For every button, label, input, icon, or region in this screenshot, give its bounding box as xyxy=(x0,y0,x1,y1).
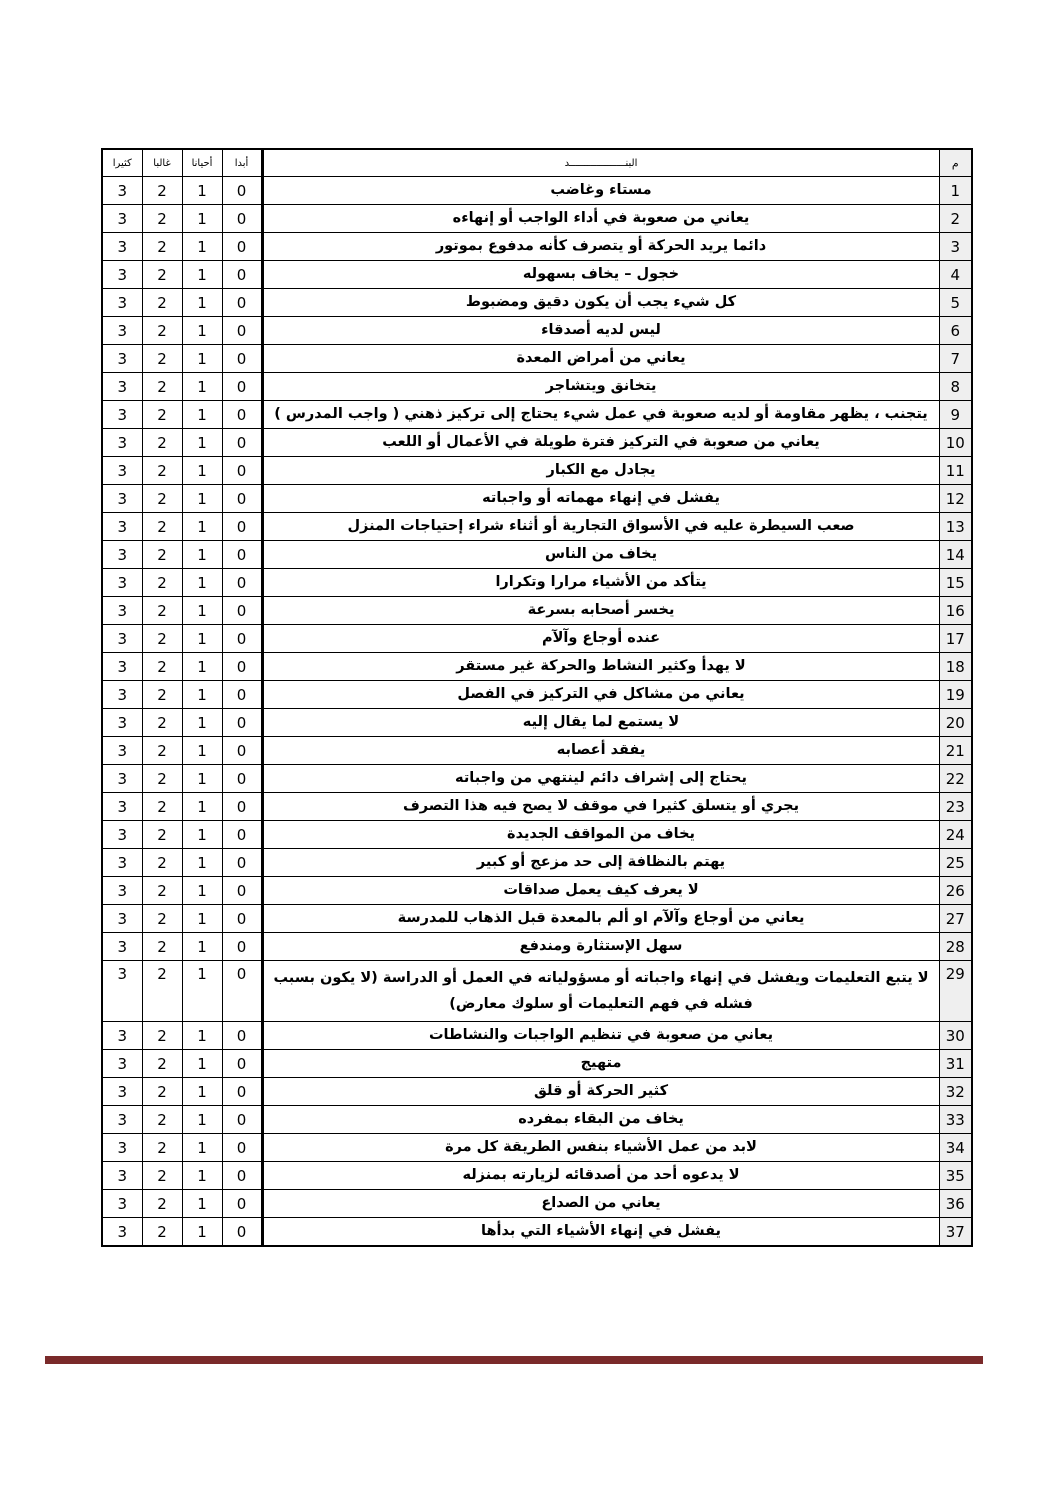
score-never[interactable]: 0 xyxy=(222,1190,262,1218)
score-never[interactable]: 0 xyxy=(222,261,262,289)
row-item-text: يخاف من المواقف الجديدة xyxy=(262,821,939,849)
table-row xyxy=(102,709,972,737)
table-header-row xyxy=(102,149,972,177)
row-number: 35 xyxy=(939,1162,972,1190)
score-very-often[interactable]: 3 xyxy=(102,709,142,737)
score-very-often[interactable]: 3 xyxy=(102,541,142,569)
row-number: 1 xyxy=(939,177,972,205)
table-row xyxy=(102,1106,972,1134)
header-very-often: كثيرا xyxy=(102,149,142,177)
score-often[interactable]: 2 xyxy=(142,373,182,401)
table-row xyxy=(102,485,972,513)
score-sometimes[interactable]: 1 xyxy=(182,177,222,205)
score-sometimes[interactable]: 1 xyxy=(182,401,222,429)
score-very-often[interactable]: 3 xyxy=(102,289,142,317)
score-very-often[interactable]: 3 xyxy=(102,457,142,485)
row-number: 5 xyxy=(939,289,972,317)
score-sometimes[interactable]: 1 xyxy=(182,737,222,765)
score-never[interactable]: 0 xyxy=(222,317,262,345)
score-very-often[interactable]: 3 xyxy=(102,1190,142,1218)
row-number: 6 xyxy=(939,317,972,345)
score-never[interactable]: 0 xyxy=(222,401,262,429)
row-number: 28 xyxy=(939,933,972,961)
score-very-often[interactable]: 3 xyxy=(102,1134,142,1162)
score-sometimes[interactable]: 1 xyxy=(182,513,222,541)
row-number: 21 xyxy=(939,737,972,765)
table-row xyxy=(102,513,972,541)
score-very-often[interactable]: 3 xyxy=(102,1078,142,1106)
table-row xyxy=(102,401,972,429)
score-never[interactable]: 0 xyxy=(222,569,262,597)
row-item-text: يعاني من الصداع xyxy=(262,1190,939,1218)
score-never[interactable]: 0 xyxy=(222,1106,262,1134)
row-number: 15 xyxy=(939,569,972,597)
row-number: 29 xyxy=(939,961,972,1022)
row-item-text: عنده أوجاع وآلآم xyxy=(262,625,939,653)
table-body xyxy=(102,177,972,1247)
score-never[interactable]: 0 xyxy=(222,821,262,849)
score-often[interactable]: 2 xyxy=(142,485,182,513)
score-sometimes[interactable]: 1 xyxy=(182,877,222,905)
score-very-often[interactable]: 3 xyxy=(102,513,142,541)
table-row xyxy=(102,541,972,569)
score-often[interactable]: 2 xyxy=(142,541,182,569)
score-sometimes[interactable]: 1 xyxy=(182,569,222,597)
score-very-often[interactable]: 3 xyxy=(102,877,142,905)
score-never[interactable]: 0 xyxy=(222,681,262,709)
row-item-text: يعاني من صعوبة في أداء الواجب أو إنهاءه xyxy=(262,205,939,233)
score-sometimes[interactable]: 1 xyxy=(182,793,222,821)
score-sometimes[interactable]: 1 xyxy=(182,905,222,933)
table-row xyxy=(102,205,972,233)
rating-scale-table xyxy=(101,148,973,1247)
table-row xyxy=(102,597,972,625)
table-row xyxy=(102,317,972,345)
row-item-text: متهيج xyxy=(262,1050,939,1078)
score-often[interactable]: 2 xyxy=(142,653,182,681)
score-never[interactable]: 0 xyxy=(222,177,262,205)
header-item: البنـــــــــــــــــــد xyxy=(262,149,939,177)
row-item-text: كل شيء يجب أن يكون دقيق ومضبوط xyxy=(262,289,939,317)
score-sometimes[interactable]: 1 xyxy=(182,765,222,793)
score-often[interactable]: 2 xyxy=(142,317,182,345)
table-row xyxy=(102,289,972,317)
score-never[interactable]: 0 xyxy=(222,1050,262,1078)
score-often[interactable]: 2 xyxy=(142,625,182,653)
row-item-text: يجادل مع الكبار xyxy=(262,457,939,485)
score-often[interactable]: 2 xyxy=(142,261,182,289)
score-very-often[interactable]: 3 xyxy=(102,429,142,457)
table-row xyxy=(102,1190,972,1218)
score-very-often[interactable]: 3 xyxy=(102,345,142,373)
score-very-often[interactable]: 3 xyxy=(102,1218,142,1247)
score-often[interactable]: 2 xyxy=(142,821,182,849)
score-never[interactable]: 0 xyxy=(222,653,262,681)
score-often[interactable]: 2 xyxy=(142,793,182,821)
score-very-often[interactable]: 3 xyxy=(102,737,142,765)
score-sometimes[interactable]: 1 xyxy=(182,289,222,317)
row-number: 20 xyxy=(939,709,972,737)
row-item-text: يعاني من مشاكل في التركيز في الفصل xyxy=(262,681,939,709)
score-never[interactable]: 0 xyxy=(222,905,262,933)
row-number: 25 xyxy=(939,849,972,877)
score-never[interactable]: 0 xyxy=(222,233,262,261)
score-never[interactable]: 0 xyxy=(222,1022,262,1050)
score-very-often[interactable]: 3 xyxy=(102,317,142,345)
row-item-text: لا يهدأ وكثير النشاط والحركة غير مستقر xyxy=(262,653,939,681)
row-number: 36 xyxy=(939,1190,972,1218)
row-number: 16 xyxy=(939,597,972,625)
score-very-often[interactable]: 3 xyxy=(102,1162,142,1190)
score-often[interactable]: 2 xyxy=(142,1050,182,1078)
table-row xyxy=(102,1218,972,1247)
score-often[interactable]: 2 xyxy=(142,1218,182,1247)
score-never[interactable]: 0 xyxy=(222,737,262,765)
score-very-often[interactable]: 3 xyxy=(102,849,142,877)
row-number: 30 xyxy=(939,1022,972,1050)
score-often[interactable]: 2 xyxy=(142,205,182,233)
score-often[interactable]: 2 xyxy=(142,1078,182,1106)
table-row xyxy=(102,905,972,933)
score-often[interactable]: 2 xyxy=(142,233,182,261)
table-row xyxy=(102,429,972,457)
row-item-text: يجري أو يتسلق كثيرا في موقف لا يصح فيه هذا التصرف xyxy=(262,793,939,821)
table-row xyxy=(102,1022,972,1050)
table-row xyxy=(102,1134,972,1162)
score-never[interactable]: 0 xyxy=(222,1162,262,1190)
row-number: 24 xyxy=(939,821,972,849)
row-number: 31 xyxy=(939,1050,972,1078)
score-very-often[interactable]: 3 xyxy=(102,961,142,1022)
score-often[interactable]: 2 xyxy=(142,765,182,793)
table-row xyxy=(102,261,972,289)
row-item-text: يعاني من صعوبة في التركيز فترة طويلة في الأعمال أو اللعب xyxy=(262,429,939,457)
score-often[interactable]: 2 xyxy=(142,569,182,597)
score-never[interactable]: 0 xyxy=(222,205,262,233)
score-very-often[interactable]: 3 xyxy=(102,485,142,513)
score-never[interactable]: 0 xyxy=(222,429,262,457)
row-item-text: يعاني من أمراض المعدة xyxy=(262,345,939,373)
score-often[interactable]: 2 xyxy=(142,1134,182,1162)
score-often[interactable]: 2 xyxy=(142,1162,182,1190)
score-very-often[interactable]: 3 xyxy=(102,1106,142,1134)
header-often: غالبا xyxy=(142,149,182,177)
score-never[interactable]: 0 xyxy=(222,793,262,821)
score-very-often[interactable]: 3 xyxy=(102,793,142,821)
score-sometimes[interactable]: 1 xyxy=(182,429,222,457)
score-sometimes[interactable]: 1 xyxy=(182,457,222,485)
score-often[interactable]: 2 xyxy=(142,289,182,317)
row-item-text: كثير الحركة أو قلق xyxy=(262,1078,939,1106)
score-never[interactable]: 0 xyxy=(222,513,262,541)
score-sometimes[interactable]: 1 xyxy=(182,1134,222,1162)
score-never[interactable]: 0 xyxy=(222,961,262,1022)
score-sometimes[interactable]: 1 xyxy=(182,597,222,625)
score-very-often[interactable]: 3 xyxy=(102,569,142,597)
score-often[interactable]: 2 xyxy=(142,1106,182,1134)
row-item-text: دائما يريد الحركة أو يتصرف كأنه مدفوع بموتور xyxy=(262,233,939,261)
table-row xyxy=(102,345,972,373)
score-very-often[interactable]: 3 xyxy=(102,401,142,429)
row-number: 7 xyxy=(939,345,972,373)
score-very-often[interactable]: 3 xyxy=(102,233,142,261)
row-number: 19 xyxy=(939,681,972,709)
score-very-often[interactable]: 3 xyxy=(102,205,142,233)
score-very-often[interactable]: 3 xyxy=(102,821,142,849)
row-item-text: يخسر أصحابه بسرعة xyxy=(262,597,939,625)
row-item-text: يعاني من صعوبة في تنظيم الواجبات والنشاطات xyxy=(262,1022,939,1050)
row-item-text: يتخانق ويتشاجر xyxy=(262,373,939,401)
row-number: 13 xyxy=(939,513,972,541)
score-never[interactable]: 0 xyxy=(222,709,262,737)
table-row xyxy=(102,457,972,485)
score-never[interactable]: 0 xyxy=(222,625,262,653)
score-never[interactable]: 0 xyxy=(222,849,262,877)
score-sometimes[interactable]: 1 xyxy=(182,233,222,261)
row-item-text: لا يدعوه أحد من أصدقائه لزيارته بمنزله xyxy=(262,1162,939,1190)
table-row xyxy=(102,653,972,681)
table-row xyxy=(102,765,972,793)
score-often[interactable]: 2 xyxy=(142,961,182,1022)
score-often[interactable]: 2 xyxy=(142,1190,182,1218)
row-number: 33 xyxy=(939,1106,972,1134)
score-sometimes[interactable]: 1 xyxy=(182,1190,222,1218)
score-never[interactable]: 0 xyxy=(222,597,262,625)
score-very-often[interactable]: 3 xyxy=(102,681,142,709)
table-row xyxy=(102,1162,972,1190)
score-very-often[interactable]: 3 xyxy=(102,373,142,401)
score-often[interactable]: 2 xyxy=(142,429,182,457)
score-very-often[interactable]: 3 xyxy=(102,177,142,205)
score-often[interactable]: 2 xyxy=(142,905,182,933)
score-sometimes[interactable]: 1 xyxy=(182,821,222,849)
row-number: 34 xyxy=(939,1134,972,1162)
score-sometimes[interactable]: 1 xyxy=(182,961,222,1022)
score-very-often[interactable]: 3 xyxy=(102,653,142,681)
row-item-text: ليس لديه أصدقاء xyxy=(262,317,939,345)
score-sometimes[interactable]: 1 xyxy=(182,345,222,373)
row-item-text: يفشل في إنهاء الأشياء التي بدأها xyxy=(262,1218,939,1247)
row-item-text: يفشل في إنهاء مهماته أو واجباته xyxy=(262,485,939,513)
score-often[interactable]: 2 xyxy=(142,597,182,625)
row-number: 10 xyxy=(939,429,972,457)
row-number: 32 xyxy=(939,1078,972,1106)
score-sometimes[interactable]: 1 xyxy=(182,653,222,681)
header-number: م xyxy=(939,149,972,177)
score-sometimes[interactable]: 1 xyxy=(182,625,222,653)
score-often[interactable]: 2 xyxy=(142,709,182,737)
row-item-text: يتجنب ، يظهر مقاومة أو لديه صعوبة في عمل شيء يحتاج إلى تركيز ذهني ( واجب المدرس ) xyxy=(262,401,939,429)
header-sometimes: أحيانا xyxy=(182,149,222,177)
row-item-text: يحتاج إلى إشراف دائم لينتهي من واجباته xyxy=(262,765,939,793)
row-number: 26 xyxy=(939,877,972,905)
score-sometimes[interactable]: 1 xyxy=(182,1162,222,1190)
row-item-text: مستاء وغاضب xyxy=(262,177,939,205)
row-number: 18 xyxy=(939,653,972,681)
score-sometimes[interactable]: 1 xyxy=(182,261,222,289)
score-often[interactable]: 2 xyxy=(142,177,182,205)
row-item-text: يتأكد من الأشياء مرارا وتكرارا xyxy=(262,569,939,597)
score-often[interactable]: 2 xyxy=(142,401,182,429)
score-never[interactable]: 0 xyxy=(222,345,262,373)
score-sometimes[interactable]: 1 xyxy=(182,1078,222,1106)
row-number: 23 xyxy=(939,793,972,821)
score-never[interactable]: 0 xyxy=(222,485,262,513)
row-number: 2 xyxy=(939,205,972,233)
row-item-text: يعاني من أوجاع وآلآم او ألم بالمعدة قبل الذهاب للمدرسة xyxy=(262,905,939,933)
score-often[interactable]: 2 xyxy=(142,737,182,765)
row-number: 11 xyxy=(939,457,972,485)
score-sometimes[interactable]: 1 xyxy=(182,681,222,709)
row-item-text: خجول – يخاف بسهوله xyxy=(262,261,939,289)
row-item-text: يخاف من الناس xyxy=(262,541,939,569)
row-number: 37 xyxy=(939,1218,972,1247)
score-often[interactable]: 2 xyxy=(142,933,182,961)
score-sometimes[interactable]: 1 xyxy=(182,1022,222,1050)
score-never[interactable]: 0 xyxy=(222,1078,262,1106)
table-row xyxy=(102,877,972,905)
score-sometimes[interactable]: 1 xyxy=(182,373,222,401)
table-row xyxy=(102,821,972,849)
score-often[interactable]: 2 xyxy=(142,681,182,709)
table-row xyxy=(102,569,972,597)
score-often[interactable]: 2 xyxy=(142,877,182,905)
score-often[interactable]: 2 xyxy=(142,1022,182,1050)
score-sometimes[interactable]: 1 xyxy=(182,1218,222,1247)
table-row xyxy=(102,793,972,821)
score-never[interactable]: 0 xyxy=(222,765,262,793)
score-often[interactable]: 2 xyxy=(142,849,182,877)
score-sometimes[interactable]: 1 xyxy=(182,1106,222,1134)
row-number: 27 xyxy=(939,905,972,933)
table-row xyxy=(102,625,972,653)
row-number: 12 xyxy=(939,485,972,513)
row-number: 22 xyxy=(939,765,972,793)
row-number: 3 xyxy=(939,233,972,261)
score-very-often[interactable]: 3 xyxy=(102,597,142,625)
score-often[interactable]: 2 xyxy=(142,457,182,485)
row-number: 9 xyxy=(939,401,972,429)
score-never[interactable]: 0 xyxy=(222,457,262,485)
table-row xyxy=(102,233,972,261)
table-row xyxy=(102,681,972,709)
row-item-text: لا يعرف كيف يعمل صداقات xyxy=(262,877,939,905)
row-item-text: لابد من عمل الأشياء بنفس الطريقة كل مرة xyxy=(262,1134,939,1162)
score-sometimes[interactable]: 1 xyxy=(182,849,222,877)
score-never[interactable]: 0 xyxy=(222,877,262,905)
score-sometimes[interactable]: 1 xyxy=(182,317,222,345)
table-row xyxy=(102,1050,972,1078)
row-item-text: صعب السيطرة عليه في الأسواق التجارية أو أثناء شراء إحتياجات المنزل xyxy=(262,513,939,541)
score-often[interactable]: 2 xyxy=(142,513,182,541)
row-number: 8 xyxy=(939,373,972,401)
score-very-often[interactable]: 3 xyxy=(102,625,142,653)
table-row xyxy=(102,737,972,765)
score-very-often[interactable]: 3 xyxy=(102,1050,142,1078)
table-row xyxy=(102,1078,972,1106)
score-sometimes[interactable]: 1 xyxy=(182,933,222,961)
score-very-often[interactable]: 3 xyxy=(102,933,142,961)
row-item-text: يفقد أعصابه xyxy=(262,737,939,765)
table-row xyxy=(102,373,972,401)
footer-divider xyxy=(45,1356,983,1364)
row-item-text: لا يتبع التعليمات ويفشل في إنهاء واجباته أو مسؤولياته في العمل أو الدراسة (لا يكون بسبب فشله في فهم التعليمات أو سلوك معارض) xyxy=(262,961,939,1022)
table-row xyxy=(102,849,972,877)
row-item-text: يهتم بالنظافة إلى حد مزعج أو كبير xyxy=(262,849,939,877)
score-very-often[interactable]: 3 xyxy=(102,261,142,289)
score-never[interactable]: 0 xyxy=(222,1134,262,1162)
score-sometimes[interactable]: 1 xyxy=(182,205,222,233)
table-row xyxy=(102,933,972,961)
score-never[interactable]: 0 xyxy=(222,541,262,569)
score-often[interactable]: 2 xyxy=(142,345,182,373)
score-sometimes[interactable]: 1 xyxy=(182,709,222,737)
row-number: 4 xyxy=(939,261,972,289)
score-never[interactable]: 0 xyxy=(222,373,262,401)
row-number: 14 xyxy=(939,541,972,569)
score-never[interactable]: 0 xyxy=(222,289,262,317)
score-sometimes[interactable]: 1 xyxy=(182,485,222,513)
row-item-text: يخاف من البقاء بمفرده xyxy=(262,1106,939,1134)
header-never: أبدا xyxy=(222,149,262,177)
score-very-often[interactable]: 3 xyxy=(102,905,142,933)
score-sometimes[interactable]: 1 xyxy=(182,541,222,569)
score-very-often[interactable]: 3 xyxy=(102,765,142,793)
table-row xyxy=(102,961,972,1022)
row-item-text: سهل الإستثارة ومندفع xyxy=(262,933,939,961)
score-very-often[interactable]: 3 xyxy=(102,1022,142,1050)
row-item-text: لا يستمع لما يقال إليه xyxy=(262,709,939,737)
table-row xyxy=(102,177,972,205)
row-number: 17 xyxy=(939,625,972,653)
score-never[interactable]: 0 xyxy=(222,1218,262,1247)
score-sometimes[interactable]: 1 xyxy=(182,1050,222,1078)
score-never[interactable]: 0 xyxy=(222,933,262,961)
